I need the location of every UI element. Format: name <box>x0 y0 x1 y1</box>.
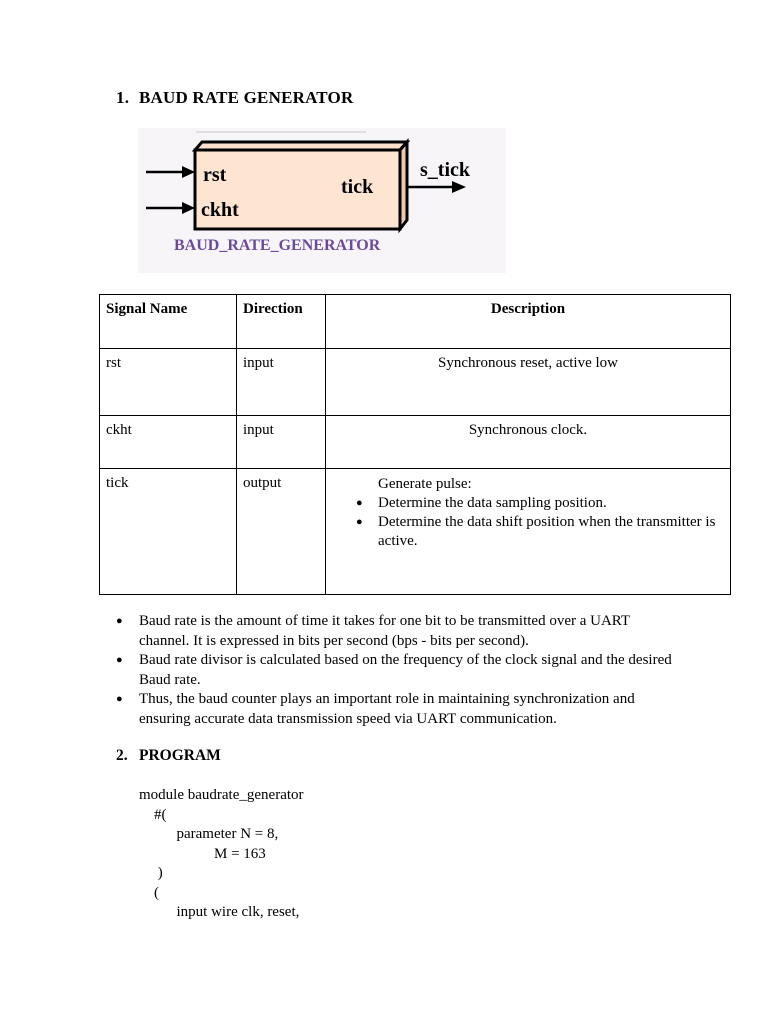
list-item-text: Determine the data sampling position. <box>378 495 607 511</box>
list-item-text: Thus, the baud counter plays an important role in maintaining synchronization and ensuring accurate data transmission speed via UART communication. <box>139 691 635 727</box>
list-item <box>116 690 676 729</box>
list-item-text: Determine the data shift position when the transmitter is active. <box>378 514 716 549</box>
header-description: Description <box>326 295 731 349</box>
tick-description-list <box>356 494 724 551</box>
ckht-port-label: ckht <box>201 199 239 221</box>
cell-signal-name: rst <box>100 349 237 416</box>
code-line: M = 163 <box>139 845 266 862</box>
code-line: input wire clk, reset, <box>139 904 300 920</box>
s-tick-signal-label: s_tick <box>420 159 470 181</box>
bullet-icon: ● <box>356 497 363 509</box>
rst-port-label: rst <box>203 164 227 186</box>
list-item-text: Baud rate is the amount of time it takes for one bit to be transmitted over a UART channel. It is expressed in bits per second (bps - bits per second). <box>139 613 630 649</box>
bullet-icon: ● <box>356 516 363 528</box>
list-item <box>116 651 676 690</box>
baud-rate-generator-diagram <box>138 128 506 273</box>
tick-port-label: tick <box>341 176 374 198</box>
tick-description <box>356 475 724 551</box>
cell-direction: input <box>237 349 326 416</box>
block-name-label: BAUD_RATE_GENERATOR <box>174 237 381 254</box>
code-line: ) <box>139 865 163 881</box>
table-row <box>100 416 731 469</box>
bullet-icon: ● <box>116 654 123 666</box>
table-row <box>100 349 731 416</box>
cell-signal-name: ckht <box>100 416 237 469</box>
section-1-heading <box>116 88 353 108</box>
table-row <box>100 469 731 595</box>
bullet-icon: ● <box>116 615 123 627</box>
header-signal-name: Signal Name <box>100 295 237 349</box>
cell-description: Synchronous reset, active low <box>326 349 731 416</box>
code-line: ( <box>139 884 159 901</box>
code-line: module baudrate_generator <box>139 787 304 803</box>
list-item <box>356 513 724 551</box>
table-header-row <box>100 295 731 349</box>
section-2-heading <box>116 747 221 765</box>
bullet-icon: ● <box>116 693 123 705</box>
cell-direction: output <box>237 469 326 595</box>
code-line: parameter N = 8, <box>139 826 279 842</box>
section-2-title: PROGRAM <box>139 747 221 764</box>
tick-description-intro: Generate pulse: <box>378 476 472 492</box>
cell-signal-name: tick <box>100 469 237 595</box>
code-line: #( <box>139 806 167 823</box>
header-direction: Direction <box>237 295 326 349</box>
list-item <box>356 494 724 513</box>
section-2-number: 2. <box>116 747 128 764</box>
section-1-number: 1. <box>116 88 130 107</box>
cell-description: Synchronous clock. <box>326 416 731 469</box>
list-item <box>116 612 676 651</box>
list-item-text: Baud rate divisor is calculated based on the frequency of the clock signal and the desired Baud rate. <box>139 652 672 688</box>
cell-description <box>326 469 731 595</box>
cell-direction: input <box>237 416 326 469</box>
code-block <box>139 786 304 923</box>
notes-list <box>116 612 676 729</box>
section-1-title: BAUD RATE GENERATOR <box>139 88 354 107</box>
signal-table <box>99 294 731 595</box>
